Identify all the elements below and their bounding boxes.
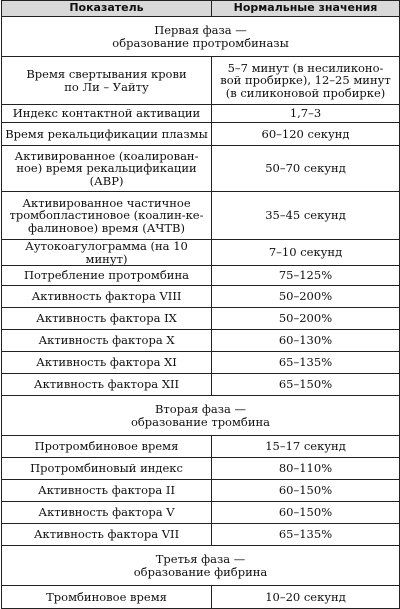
normal-value: 65–135%: [212, 524, 400, 546]
normal-value: 50–70 секунд: [212, 146, 400, 192]
table-row: [2, 502, 400, 524]
normal-value: 15–17 секунд: [212, 436, 400, 458]
table-row: [2, 266, 400, 286]
table-row: [2, 480, 400, 502]
table-row: [2, 240, 400, 266]
phase-label: Вторая фаза — образование тромбина: [2, 396, 400, 436]
indicator-name: Тромбиновое время: [2, 586, 212, 609]
table-row: [2, 286, 400, 308]
indicator-name: Протромбиновый индекс: [2, 458, 212, 480]
indicator-name: Активность фактора XII: [2, 374, 212, 396]
phase-row: [2, 17, 400, 57]
phase-label: Первая фаза — образование протромбиназы: [2, 17, 400, 57]
table-row: [2, 105, 400, 123]
normal-value: 60–150%: [212, 502, 400, 524]
normal-value: 7–10 секунд: [212, 240, 400, 266]
header-normal-values: Нормальные значения: [212, 1, 400, 17]
indicator-name: Активность фактора XI: [2, 352, 212, 374]
normal-value: 35–45 секунд: [212, 192, 400, 240]
table-row: [2, 524, 400, 546]
indicator-name: Аутокоагулограмма (на 10 минут): [2, 240, 212, 266]
normal-value: 65–135%: [212, 352, 400, 374]
table-row: [2, 146, 400, 192]
header-indicator: Показатель: [2, 1, 212, 17]
phase-row: [2, 546, 400, 586]
normal-value: 50–200%: [212, 308, 400, 330]
indicator-name: Время рекальцификации плазмы: [2, 123, 212, 146]
indicator-name: Активность фактора X: [2, 330, 212, 352]
indicator-name: Индекс контактной активации: [2, 105, 212, 123]
indicator-name: Активность фактора V: [2, 502, 212, 524]
table-row: [2, 586, 400, 609]
normal-value: 75–125%: [212, 266, 400, 286]
table-row: [2, 192, 400, 240]
table-row: [2, 330, 400, 352]
table-row: [2, 436, 400, 458]
table-row: [2, 458, 400, 480]
indicator-name: Активность фактора II: [2, 480, 212, 502]
normal-value: 60–130%: [212, 330, 400, 352]
coagulation-reference-table: [1, 0, 400, 609]
normal-value: 1,7–3: [212, 105, 400, 123]
indicator-name: Активированное частичное тромбопластиновое (коалин-ке- фалиновое) время (АЧТВ): [2, 192, 212, 240]
table-row: [2, 308, 400, 330]
indicator-name: Потребление протромбина: [2, 266, 212, 286]
indicator-name: Активность фактора VII: [2, 524, 212, 546]
normal-value: 60–150%: [212, 480, 400, 502]
normal-value: 50–200%: [212, 286, 400, 308]
indicator-name: Протромбиновое время: [2, 436, 212, 458]
normal-value: 80–110%: [212, 458, 400, 480]
normal-value: 60–120 секунд: [212, 123, 400, 146]
indicator-name: Время свертывания крови по Ли – Уайту: [2, 57, 212, 105]
table-row: [2, 57, 400, 105]
header-row: [2, 1, 400, 17]
phase-row: [2, 396, 400, 436]
normal-value: 65–150%: [212, 374, 400, 396]
indicator-name: Активность фактора VIII: [2, 286, 212, 308]
phase-label: Третья фаза — образование фибрина: [2, 546, 400, 586]
indicator-name: Активированное (коалирован- ное) время рекальцификации (АВР): [2, 146, 212, 192]
table-body: [2, 17, 400, 609]
table-row: [2, 374, 400, 396]
normal-value: 10–20 секунд: [212, 586, 400, 609]
indicator-name: Активность фактора IX: [2, 308, 212, 330]
normal-value: 5–7 минут (в несиликоно- вой пробирке), 12–25 минут (в силиконовой пробирке): [212, 57, 400, 105]
table-row: [2, 352, 400, 374]
table-row: [2, 123, 400, 146]
